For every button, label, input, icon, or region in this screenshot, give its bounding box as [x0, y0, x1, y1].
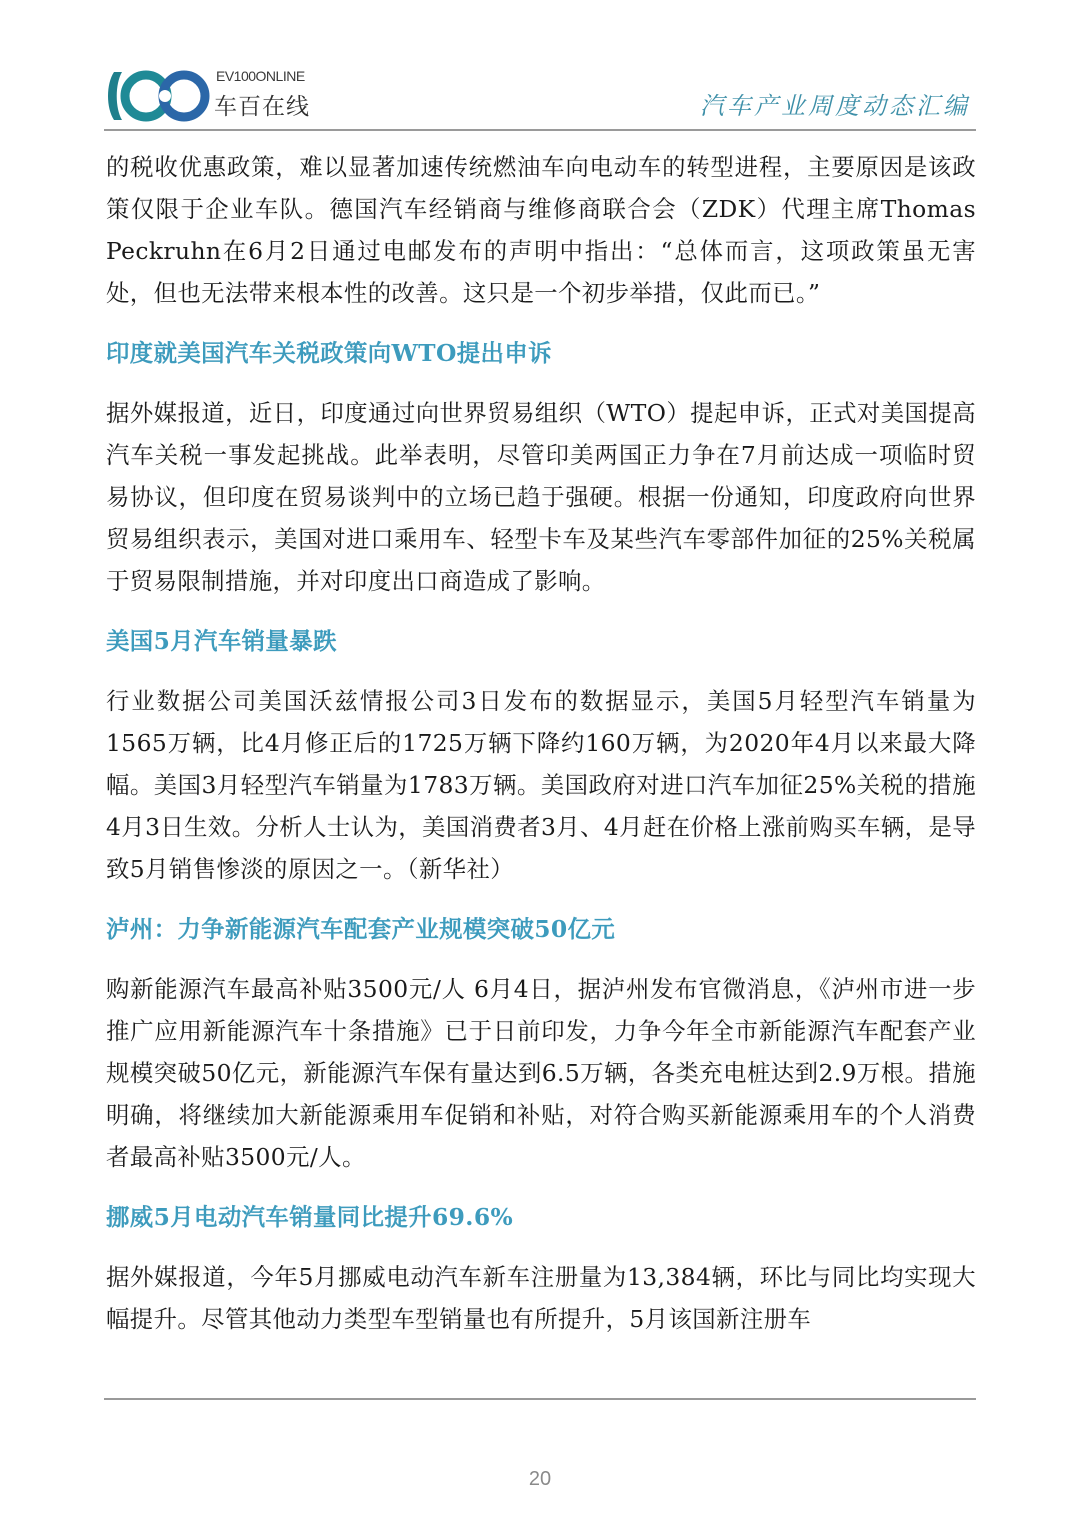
- article-body: [106, 146, 976, 1340]
- section-body-luzhou: 购新能源汽车最高补贴3500元/人 6月4日，据泸州发布官微消息，《泸州市进一步推广应用新能源汽车十条措施》已于日前印发，力争今年全市新能源汽车配套产业规模突破50亿元，新能源汽车保有量达到6.5万辆，各类充电桩达到2.9万根。措施明确，将继续加大新能源乘用车促销和补贴，对符合购买新能源乘用车的个人消费者最高补贴3500元/人。: [106, 975, 976, 1171]
- header-divider: [104, 129, 976, 131]
- logo-mark-icon: [104, 66, 212, 126]
- page-number: 20: [528, 1468, 552, 1490]
- section-body-india-wto: 据外媒报道，近日，印度通过向世界贸易组织（WTO）提起申诉，正式对美国提高汽车关税一事发起挑战。此举表明，尽管印美两国正力争在7月前达成一项临时贸易协议，但印度在贸易谈判中的立场已趋于强硬。根据一份通知，印度政府向世界贸易组织表示，美国对进口乘用车、轻型卡车及某些汽车零部件加征的25%关税属于贸易限制措施，并对印度出口商造成了影响。: [106, 399, 976, 595]
- section-heading-us-sales: 美国5月汽车销量暴跌: [106, 627, 337, 655]
- section-body-norway: 据外媒报道，今年5月挪威电动汽车新车注册量为13,384辆，环比与同比均实现大幅提升。尽管其他动力类型车型销量也有所提升，5月该国新注册车: [106, 1263, 976, 1333]
- ev100-logo: [104, 66, 316, 126]
- logo-text-cn: 车百在线: [214, 94, 310, 120]
- section-heading-luzhou: 泸州：力争新能源汽车配套产业规模突破50亿元: [106, 915, 616, 943]
- section-heading-norway: 挪威5月电动汽车销量同比提升69.6%: [106, 1203, 514, 1231]
- footer-divider: [104, 1398, 976, 1400]
- section-body-us-sales: 行业数据公司美国沃兹情报公司3日发布的数据显示，美国5月轻型汽车销量为1565万辆，比4月修正后的1725万辆下降约160万辆，为2020年4月以来最大降幅。美国3月轻型汽车销量为1783万辆。美国政府对进口汽车加征25%关税的措施4月3日生效。分析人士认为，美国消费者3月、4月赶在价格上涨前购买车辆，是导致5月销售惨淡的原因之一。（新华社）: [106, 687, 977, 883]
- page-header: [104, 58, 976, 128]
- publication-title: 汽车产业周度动态汇编: [700, 92, 970, 120]
- intro-paragraph: 的税收优惠政策，难以显著加速传统燃油车向电动车的转型进程，主要原因是该政策仅限于企业车队。德国汽车经销商与维修商联合会（ZDK）代理主席Thomas Peckruhn在6月2日通过电邮发布的声明中指出：“总体而言，这项政策虽无害处，但也无法带来根本性的改善。这只是一个初步举措，仅此而已。”: [106, 153, 976, 307]
- section-heading-india-wto: 印度就美国汽车关税政策向WTO提出申诉: [106, 339, 552, 367]
- logo-text-en: EV100ONLINE: [216, 68, 305, 84]
